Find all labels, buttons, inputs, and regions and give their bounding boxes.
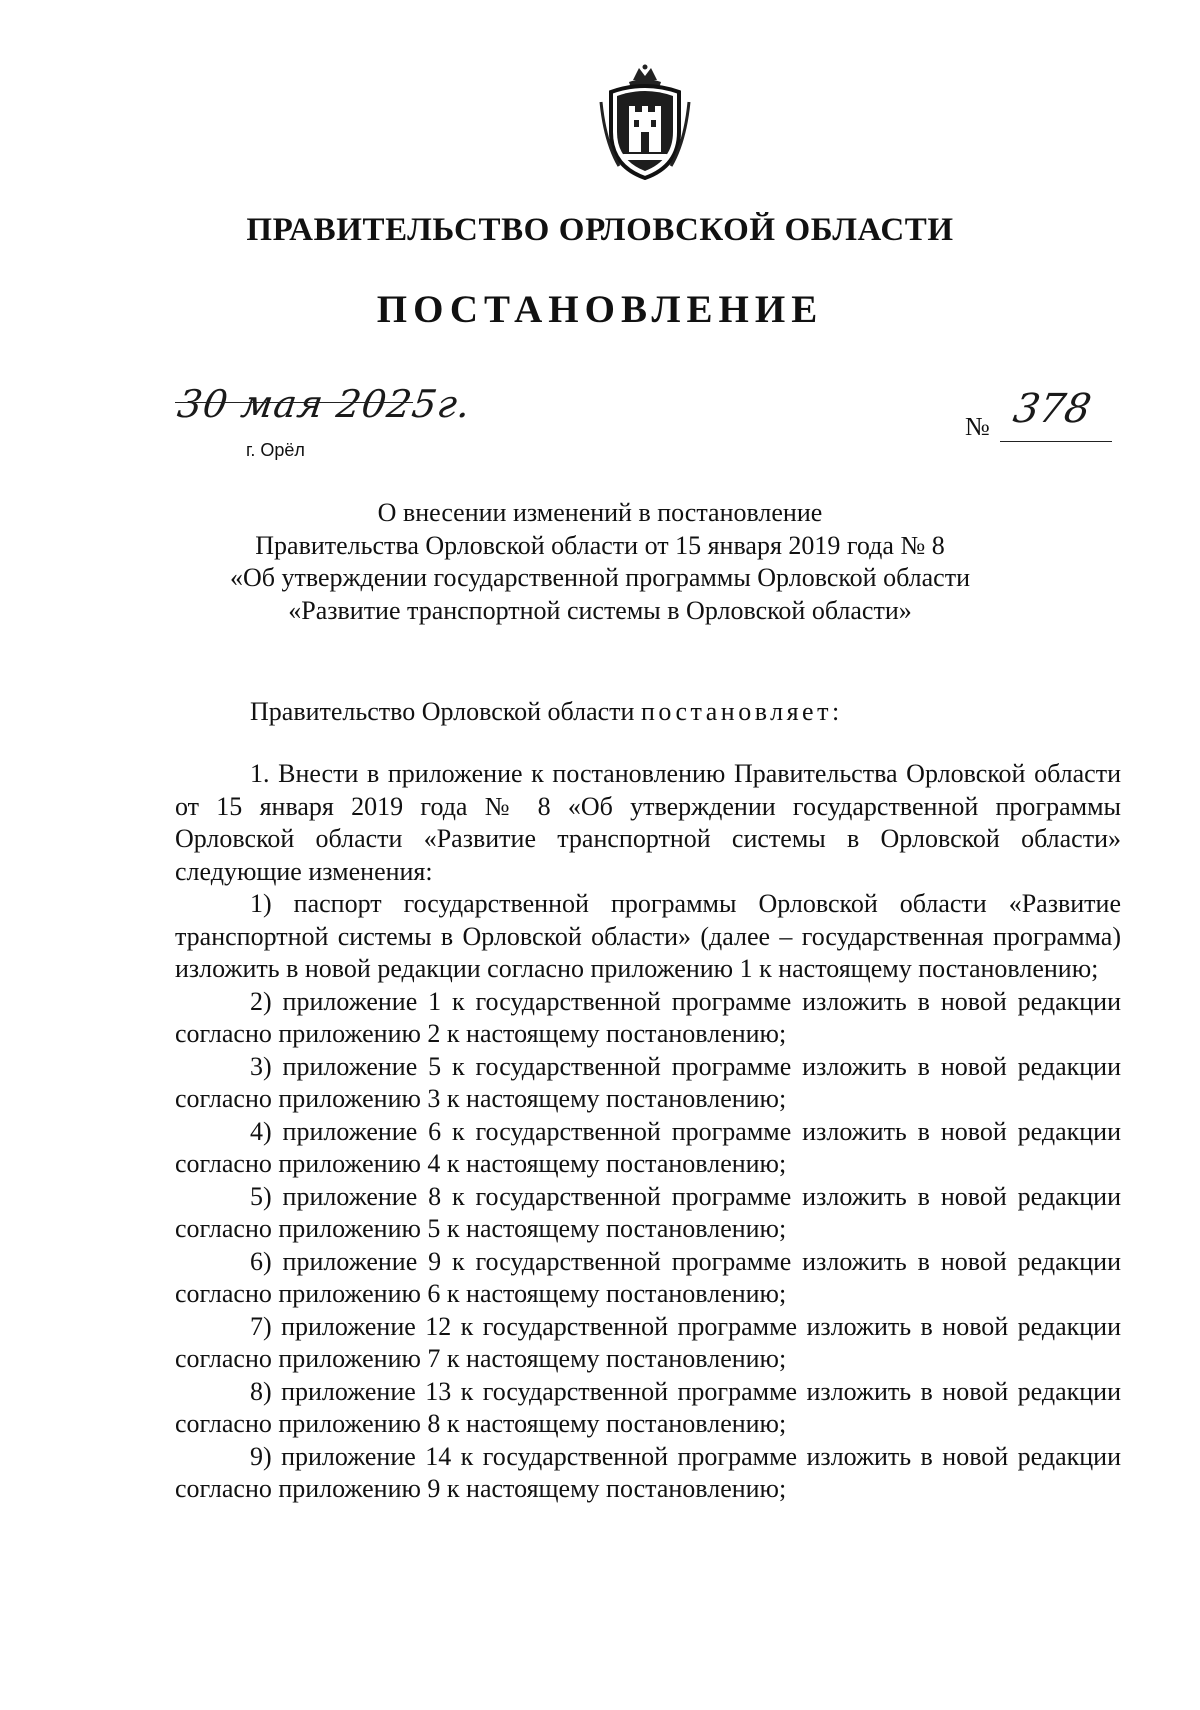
body-paragraph: 1) паспорт государственной программы Орловской области «Развитие транспортной системы в Орловской области» (далее – государственная программа) изложить в новой редакции согласно приложению 1 к настоящему постановлению; [175,889,1121,983]
subject-line: «Развитие транспортной системы в Орловской области» [288,595,912,625]
body-paragraph: 4) приложение 6 к государственной программе изложить в новой редакции согласно приложению 4 к настоящему постановлению; [175,1116,1121,1178]
body-paragraph: 8) приложение 13 к государственной программе изложить в новой редакции согласно приложению 8 к настоящему постановлению; [175,1376,1121,1438]
handwritten-number: 378 [1009,386,1095,432]
body-paragraph: 6) приложение 9 к государственной программе изложить в новой редакции согласно приложению 6 к настоящему постановлению; [175,1246,1121,1308]
number-underline [1000,441,1112,442]
decree-statement [250,697,843,727]
body-paragraph: 7) приложение 12 к государственной программе изложить в новой редакции согласно приложению 7 к настоящему постановлению; [175,1311,1121,1373]
decree-intro: Правительство Орловской области [250,697,641,726]
subject-line: О внесении изменений в постановление [377,498,823,527]
government-title: ПРАВИТЕЛЬСТВО ОРЛОВСКОЙ ОБЛАСТИ [246,212,954,248]
body-paragraph: 2) приложение 1 к государственной программе изложить в новой редакции согласно приложению 2 к настоящему постановлению; [175,986,1121,1048]
handwritten-date: 30 мая 2025г. [174,382,474,426]
body-paragraph: 9) приложение 14 к государственной программе изложить в новой редакции согласно приложению 9 к настоящему постановлению; [175,1441,1121,1503]
date-underline [175,402,413,403]
subject-line: «Об утверждении государственной программы Орловской области [229,563,970,592]
city-label: г. Орёл [246,440,305,460]
body-paragraph: 1. Внести в приложение к постановлению Правительства Орловской области от 15 января 2019 года № 8 «Об утверждении государственной программы Орловской области «Развитие транспортной системы в Орловской области» следующие изменения: [175,759,1121,886]
coat-of-arms-icon [599,62,691,180]
decree-verb: постановляет: [640,697,843,726]
body-paragraph: 3) приложение 5 к государственной программе изложить в новой редакции согласно приложению 3 к настоящему постановлению; [175,1051,1121,1113]
body-paragraph: 5) приложение 8 к государственной программе изложить в новой редакции согласно приложению 5 к настоящему постановлению; [175,1181,1121,1243]
document-body [175,758,1121,1506]
subject-line: Правительства Орловской области от 15 января 2019 года № 8 [255,530,945,560]
document-type-title: ПОСТАНОВЛЕНИЕ [376,288,824,331]
number-sign: № [965,412,990,441]
document-subject [0,497,1200,627]
